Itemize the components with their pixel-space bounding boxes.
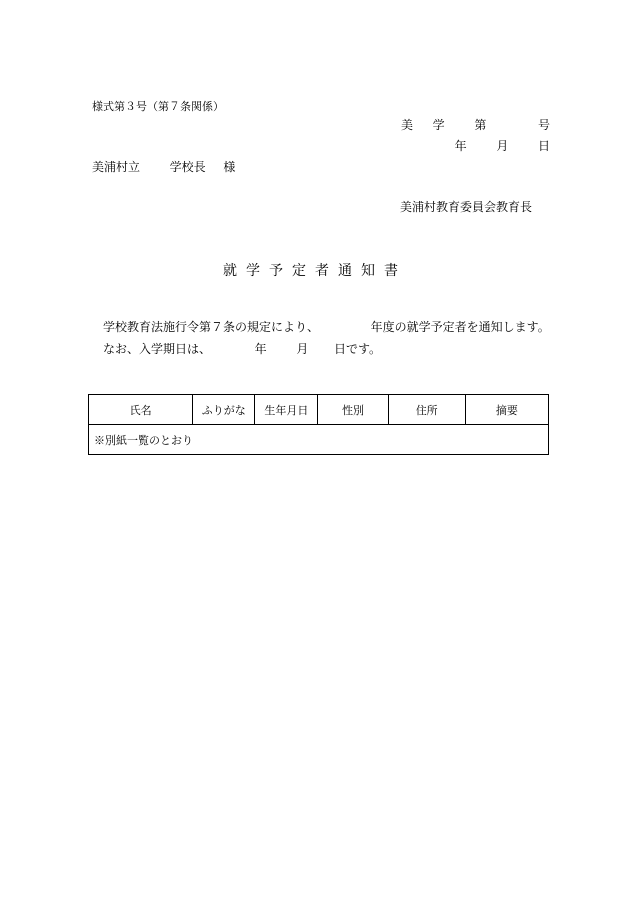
document-title: 就学予定者通知書 (223, 263, 407, 279)
doc-number-gaku: 学 (432, 118, 445, 132)
doc-number-mi: 美 (400, 118, 413, 132)
document-date (455, 137, 550, 154)
body-line-2-b: 日です。 (334, 342, 382, 356)
body-line-2-a: なお、入学期日は、 (103, 342, 212, 356)
addressee (92, 158, 235, 175)
sender: 美浦村教育委員会教育長 (399, 200, 532, 214)
table-header-row (89, 395, 549, 425)
table-note: ※別紙一覧のとおり (89, 425, 549, 455)
date-day-label: 日 (537, 139, 550, 153)
body-line-2-month: 月 (296, 342, 309, 356)
document-number (401, 116, 550, 133)
student-table (88, 394, 549, 455)
header-remarks: 摘要 (465, 395, 548, 425)
doc-number-dai: 第 (474, 118, 487, 132)
addressee-village: 美浦村立 (92, 160, 141, 174)
header-gender: 性別 (318, 395, 388, 425)
body-line-1 (103, 318, 550, 335)
addressee-honorific: 様 (223, 160, 236, 174)
date-year-label: 年 (454, 139, 467, 153)
header-furigana: ふりがな (193, 395, 255, 425)
body-line-2 (103, 340, 381, 357)
header-address: 住所 (388, 395, 465, 425)
body-line-2-year: 年 (254, 342, 267, 356)
form-number: 様式第３号（第７条関係） (92, 100, 224, 113)
date-month-label: 月 (496, 139, 509, 153)
header-birthdate: 生年月日 (255, 395, 318, 425)
doc-number-go: 号 (537, 118, 550, 132)
body-line-1-b: 年度の就学予定者を通知します。 (370, 320, 550, 334)
body-line-1-a: 学校教育法施行令第７条の規定により、 (103, 320, 320, 334)
header-name: 氏名 (89, 395, 193, 425)
table-row (89, 425, 549, 455)
addressee-principal: 学校長 (169, 160, 206, 174)
